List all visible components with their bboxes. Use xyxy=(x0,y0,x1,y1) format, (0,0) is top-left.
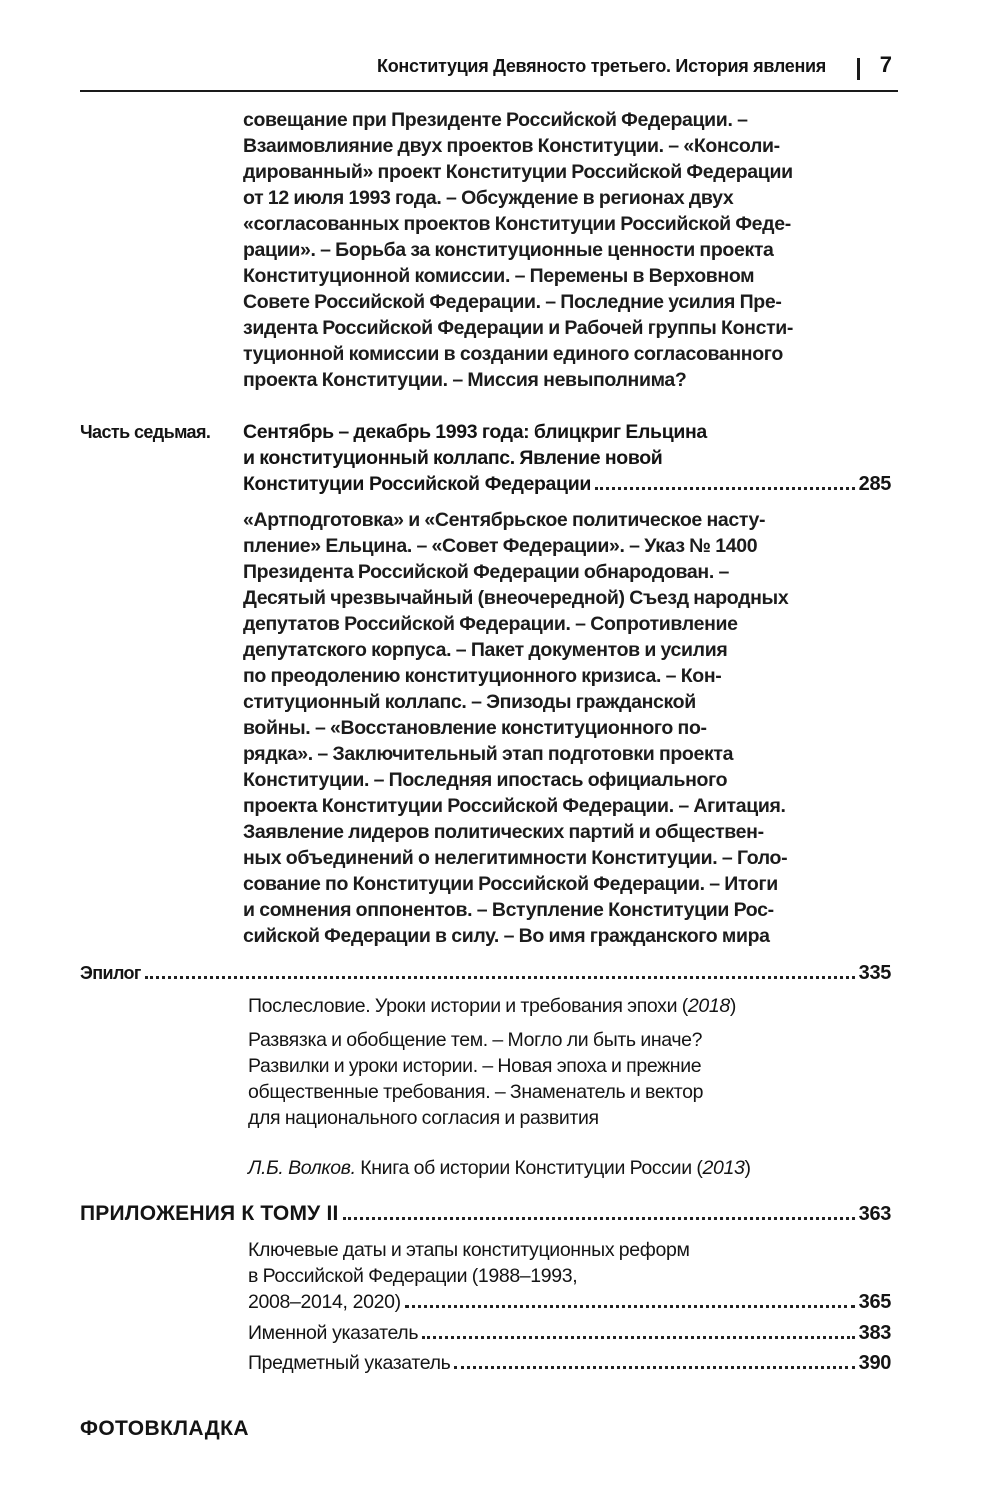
subject-index-title: Предметный указатель xyxy=(248,1352,451,1374)
summary-line: «согласованных проектов Конституции Российской Феде- xyxy=(243,213,791,235)
appendices-label: ПРИЛОЖЕНИЯ К ТОМУ II xyxy=(80,1202,339,1225)
summary-line: туционной комиссии в создании единого согласованного xyxy=(243,343,783,365)
name-index-title: Именной указатель xyxy=(248,1322,419,1344)
key-dates-title-last: 2008–2014, 2020) xyxy=(248,1291,401,1313)
summary-line: зидента Российской Федерации и Рабочей группы Консти- xyxy=(243,317,794,339)
subject-index-page: 390 xyxy=(858,1352,891,1374)
review-entry xyxy=(248,1155,751,1181)
review-year: 2013 xyxy=(702,1157,745,1179)
summary-line: Развязка и обобщение тем. – Могло ли быть иначе? xyxy=(248,1029,703,1051)
summary-line: общественные требования. – Знаменатель и вектор xyxy=(248,1081,704,1103)
photo-insert-label[interactable]: ФОТОВКЛАДКА xyxy=(80,1417,249,1440)
review-close: ) xyxy=(744,1157,751,1179)
key-dates-page: 365 xyxy=(858,1291,891,1313)
afterword-title-text: Послесловие. Уроки истории и требования эпохи ( xyxy=(248,995,688,1017)
part-seven-label: Часть седьмая. xyxy=(80,422,211,442)
epilogue-page: 335 xyxy=(858,962,891,984)
summary-line: Конституционной комиссии. – Перемены в Верховном xyxy=(243,265,755,287)
afterword-title-line xyxy=(248,993,736,1019)
summary-line: совещание при Президенте Российской Федерации. – xyxy=(243,109,748,131)
summary-line: и сомнения оппонентов. – Вступление Конституции Рос- xyxy=(243,899,774,921)
dot-leader xyxy=(422,1336,855,1339)
page-number: 7 xyxy=(879,52,892,77)
summary-line: депутатского корпуса. – Пакет документов и усилия xyxy=(243,639,728,661)
dot-leader xyxy=(454,1366,854,1369)
page-header xyxy=(80,52,898,92)
summary-line: ституционный коллапс. – Эпизоды гражданской xyxy=(243,691,696,713)
name-index-toc-entry[interactable] xyxy=(248,1320,891,1346)
afterword-year: 2018 xyxy=(687,995,730,1017)
appendices-page: 363 xyxy=(858,1203,891,1225)
summary-line: Заявление лидеров политических партий и обществен- xyxy=(243,821,764,843)
part-seven-title xyxy=(243,419,707,471)
title-line: Сентябрь – декабрь 1993 года: блицкриг Ельцина xyxy=(243,421,707,443)
epilogue-label: Эпилог xyxy=(80,963,141,983)
summary-line: для национального согласия и развития xyxy=(248,1107,599,1129)
summary-line: «Артподготовка» и «Сентябрьское политическое насту- xyxy=(243,509,766,531)
summary-line: Президента Российской Федерации обнародован. – xyxy=(243,561,729,583)
summary-line: пление» Ельцина. – «Совет Федерации». – Указ № 1400 xyxy=(243,535,758,557)
summary-line: ных объединений о нелегитимности Конституции. – Голо- xyxy=(243,847,788,869)
summary-line: рации». – Борьба за конституционные ценности проекта xyxy=(243,239,774,261)
review-author: Л.Б. Волков. xyxy=(248,1157,356,1179)
title-line: Ключевые даты и этапы конституционных реформ xyxy=(248,1239,690,1261)
key-dates-toc-entry[interactable] xyxy=(248,1289,891,1315)
dot-leader xyxy=(343,1217,855,1220)
summary-line: рядка». – Заключительный этап подготовки проекта xyxy=(243,743,734,765)
header-separator xyxy=(857,58,860,80)
title-line: и конституционный коллапс. Явление новой xyxy=(243,447,663,469)
dot-leader xyxy=(595,487,855,490)
title-line: в Российской Федерации (1988–1993, xyxy=(248,1265,578,1287)
summary-line: по преодолению конституционного кризиса. – Кон- xyxy=(243,665,722,687)
summary-line: сийской Федерации в силу. – Во имя гражданского мира xyxy=(243,925,770,947)
dot-leader xyxy=(405,1305,855,1308)
epilogue-toc-entry[interactable] xyxy=(80,960,891,986)
appendices-toc-entry[interactable] xyxy=(80,1201,891,1227)
name-index-page: 383 xyxy=(858,1322,891,1344)
summary-line: Развилки и уроки истории. – Новая эпоха и прежние xyxy=(248,1055,702,1077)
part-seven-title-last: Конституции Российской Федерации xyxy=(243,473,591,495)
summary-line: от 12 июля 1993 года. – Обсуждение в регионах двух xyxy=(243,187,734,209)
review-title: Книга об истории Конституции России ( xyxy=(355,1157,703,1179)
summary-line: проекта Конституции. – Миссия невыполнима? xyxy=(243,369,687,391)
dot-leader xyxy=(145,976,855,979)
summary-line: Взаимовлияние двух проектов Конституции. – «Консоли- xyxy=(243,135,780,157)
summary-line: Десятый чрезвычайный (внеочередной) Съезд народных xyxy=(243,587,789,609)
afterword-summary xyxy=(248,1027,703,1131)
review-line xyxy=(248,1155,751,1181)
running-title: Конституция Девяносто третьего. История явления xyxy=(377,56,826,76)
afterword-title xyxy=(248,993,736,1019)
afterword-close: ) xyxy=(729,995,736,1017)
part-seven-toc-entry[interactable] xyxy=(243,471,891,497)
summary-line: депутатов Российской Федерации. – Сопротивление xyxy=(243,613,738,635)
part-seven-page: 285 xyxy=(858,473,891,495)
key-dates-title xyxy=(248,1237,690,1289)
summary-line: Совете Российской Федерации. – Последние усилия Пре- xyxy=(243,291,782,313)
summary-line: проекта Конституции Российской Федерации. – Агитация. xyxy=(243,795,786,817)
part-six-summary xyxy=(243,107,793,393)
subject-index-toc-entry[interactable] xyxy=(248,1350,891,1376)
summary-line: войны. – «Восстановление конституционного по- xyxy=(243,717,707,739)
summary-line: дированный» проект Конституции Российской Федерации xyxy=(243,161,793,183)
summary-line: Конституции. – Последняя ипостась официального xyxy=(243,769,728,791)
part-seven-summary xyxy=(243,507,788,949)
summary-line: сование по Конституции Российской Федерации. – Итоги xyxy=(243,873,778,895)
